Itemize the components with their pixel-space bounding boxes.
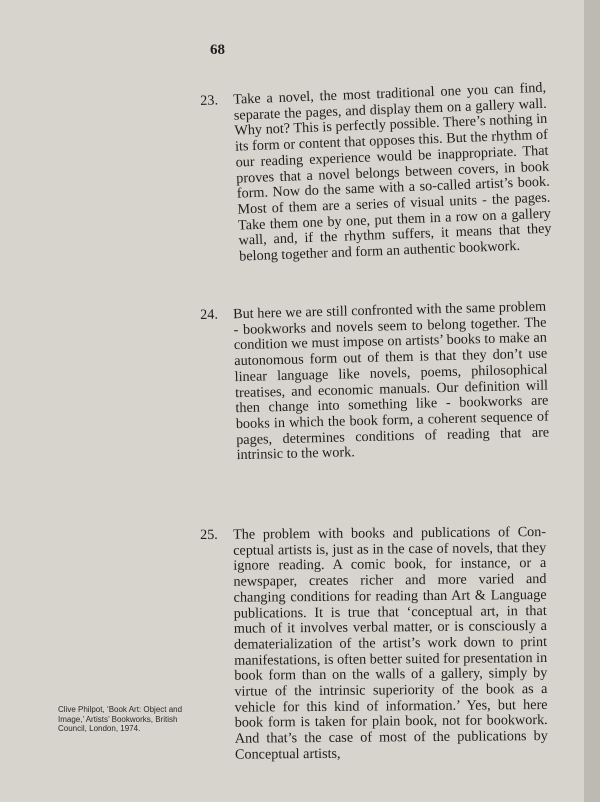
adjacent-page-edge [584, 0, 600, 802]
paragraph-25 [200, 525, 548, 764]
paragraph-number: 24. [199, 306, 219, 323]
paragraph-number: 25. [199, 526, 218, 543]
paragraph-text: The problem with books and publications of Conceptual artists is, just as in the case of novels, that they ignore reading. A comic book, for instance, or a newspaper, creates richer and more varied and changing conditions for reading than Art & Language publications. It is true that ‘conceptual art, in that much of it involves verbal matter, or is consciously a dematerialization of the artist’s work down to print manifestations, is often better suited for presentation in book form than on the walls of a gallery, simply by virtue of the intrinsic superiority of the book as a vehicle for this kind of information.’ Yes, but here book form is taken for plain book, not for bookwork. And that’s the case of most of the publications by Conceptual artists, [232, 523, 548, 763]
page-number: 68 [210, 42, 225, 58]
paragraph-24 [200, 300, 550, 465]
paragraph-text: But here we are still confronted with the same problem - bookworks and novels seem to belong together. The condition we must impose on artists’ books to make an autonomous form out of them is that they don’t use linear language like novels, poems, philosophical treatises, and economic manuals. Our definition will then change into something like - bookworks are books in which the book form, a coherent sequence of pages, determines conditions of reading that are intrinsic to the work. [232, 298, 550, 464]
paragraph-text: Take a novel, the most traditional one you can find, separate the pages, and display them on a gallery wall. Why not? This is perfectly possible. There’s nothing in its form or content that opposes this. But the rhythm of our reading experience would be inappropriate. That proves that a novel belongs between covers, in book form. Now do the same with a so-called artist’s book. Most of them are a series of visual units - the pages. Take them one by one, put them in a row on a gallery wall, and, if the rhythm suffers, it means that they belong together and form an authentic bookwork. [232, 79, 552, 265]
paragraph-23 [200, 81, 552, 267]
sidenote-citation: Clive Philpot, ‘Book Art: Object and Image,’ Artists’ Bookworks, British Council, London, 1974. [58, 705, 183, 734]
paragraph-number: 23. [199, 92, 219, 109]
